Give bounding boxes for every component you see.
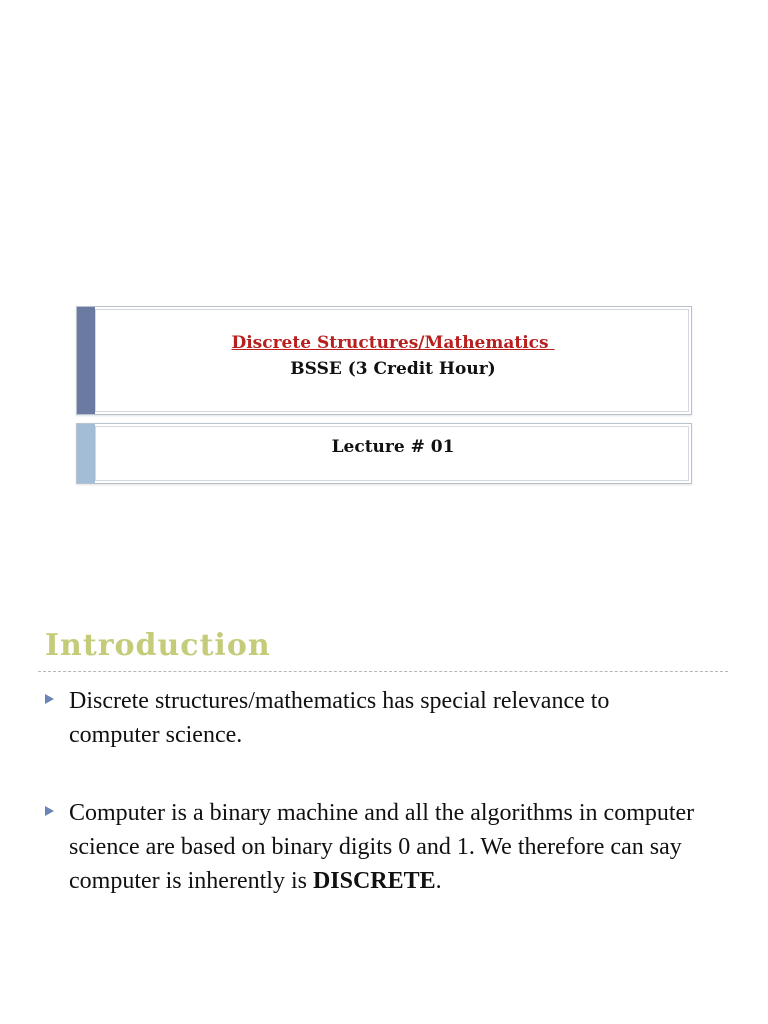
bullet-text-end: . xyxy=(435,868,442,894)
title-card-accent-band xyxy=(77,307,95,414)
triangle-bullet-icon xyxy=(45,694,54,704)
section-heading: Introduction xyxy=(45,628,271,663)
bullet-emphasis: DISCRETE xyxy=(312,868,436,894)
triangle-bullet-icon xyxy=(45,806,54,816)
bullet-text-body: Computer is a binary machine and all the algorithms in computer science are based on binary digits 0 and 1. We therefore can say computer is inherently is xyxy=(69,800,695,894)
lecture-card xyxy=(76,423,692,484)
lecture-card-accent-band xyxy=(77,424,95,483)
bullet-text xyxy=(69,796,705,898)
course-subtitle: BSSE (3 Credit Hour) xyxy=(290,359,496,379)
heading-divider xyxy=(38,671,728,672)
bullet-item xyxy=(45,684,705,752)
bullet-item xyxy=(45,796,705,898)
course-title: Discrete Structures/Mathematics xyxy=(231,333,555,353)
course-title-card xyxy=(76,306,692,415)
lecture-number: Lecture # 01 xyxy=(331,437,455,457)
bullet-text: Discrete structures/mathematics has special relevance to computer science. xyxy=(69,688,610,748)
